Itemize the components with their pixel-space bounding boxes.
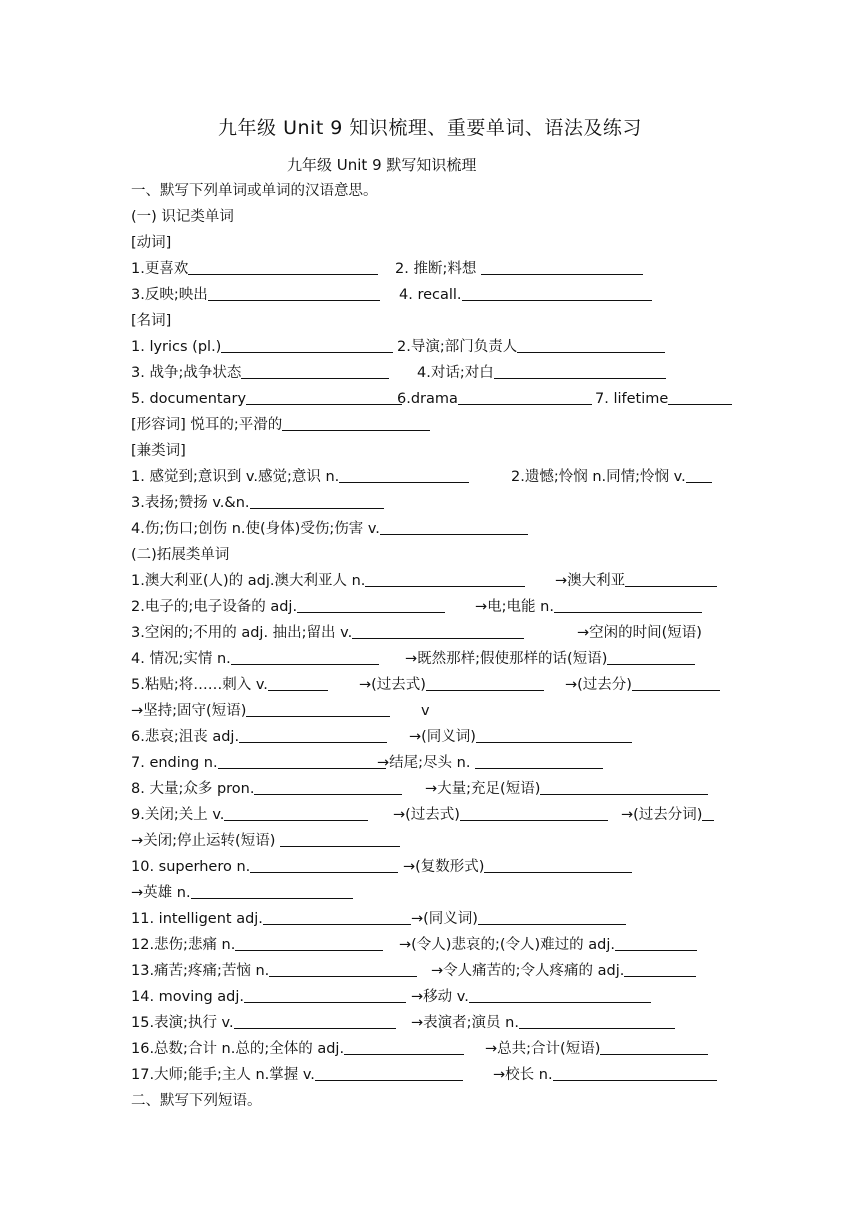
- item-label: →(令人)悲哀的;(令人)难过的 adj.: [399, 937, 615, 953]
- exercise-line: [131, 1088, 731, 1114]
- answer-blank[interactable]: [600, 1036, 708, 1055]
- exercise-line: [131, 776, 731, 802]
- exercise-item: [131, 464, 469, 490]
- answer-blank[interactable]: [297, 594, 445, 613]
- exercise-item: [405, 646, 695, 672]
- item-label: →既然那样;假使那样的话(短语): [405, 651, 608, 667]
- answer-blank[interactable]: [231, 646, 379, 665]
- answer-blank[interactable]: [625, 568, 717, 587]
- exercise-item: [395, 256, 643, 282]
- exercise-item: [131, 724, 387, 750]
- exercise-item: [411, 906, 626, 932]
- exercise-item: [403, 854, 632, 880]
- item-label: 1. 感觉到;意识到 v.感觉;意识 n.: [131, 469, 340, 485]
- item-label: →电;电能 n.: [475, 599, 554, 615]
- answer-blank[interactable]: [235, 932, 383, 951]
- exercise-item: [131, 334, 393, 360]
- exercise-line: [131, 906, 731, 932]
- exercise-item: [131, 256, 378, 282]
- exercise-line: [131, 646, 731, 672]
- exercise-line: [131, 854, 731, 880]
- exercise-line: [131, 750, 731, 776]
- exercise-line: [131, 516, 731, 542]
- item-label: →移动 v.: [411, 989, 469, 1005]
- item-label: →总共;合计(短语): [485, 1041, 601, 1057]
- exercise-line: [131, 256, 731, 282]
- answer-blank[interactable]: [481, 256, 643, 275]
- exercise-line: [131, 880, 731, 906]
- answer-blank[interactable]: [494, 360, 666, 379]
- item-label: 10. superhero n.: [131, 859, 251, 875]
- answer-blank[interactable]: [280, 828, 400, 847]
- exercise-item: [417, 360, 666, 386]
- item-label: →大量;充足(短语): [425, 781, 541, 797]
- item-label: →表演者;演员 n.: [411, 1015, 519, 1031]
- exercise-line: [131, 464, 731, 490]
- item-label: 1.更喜欢: [131, 261, 189, 277]
- answer-blank[interactable]: [519, 1010, 675, 1029]
- exercise-line: [131, 230, 731, 256]
- exercise-line: [131, 542, 731, 568]
- item-label: [动词]: [131, 235, 172, 251]
- answer-blank[interactable]: [668, 386, 732, 405]
- exercise-item: [131, 386, 402, 412]
- answer-blank[interactable]: [365, 568, 525, 587]
- exercise-item: [425, 776, 708, 802]
- item-label: →(同义词): [411, 911, 478, 927]
- item-label: →英雄 n.: [131, 885, 191, 901]
- item-label: (一) 识记类单词: [131, 209, 234, 225]
- item-label: →(过去式): [393, 807, 460, 823]
- exercise-item: [411, 1010, 675, 1036]
- item-label: 7. lifetime: [595, 391, 669, 407]
- exercise-line: [131, 984, 731, 1010]
- item-label: 2.电子的;电子设备的 adj.: [131, 599, 298, 615]
- item-label: 2. 推断;料想: [395, 261, 481, 277]
- exercise-item: [131, 620, 524, 646]
- exercise-item: [131, 776, 402, 802]
- answer-blank[interactable]: [246, 698, 390, 717]
- item-label: 1.澳大利亚(人)的 adj.澳大利亚人 n.: [131, 573, 366, 589]
- exercise-line: [131, 204, 731, 230]
- exercise-item: [411, 984, 651, 1010]
- exercise-line: [131, 412, 731, 438]
- item-label: →坚持;固守(短语): [131, 703, 247, 719]
- item-label: 9.关闭;关上 v.: [131, 807, 225, 823]
- exercise-item: [475, 594, 702, 620]
- item-label: 3.反映;映出: [131, 287, 208, 303]
- answer-blank[interactable]: [263, 906, 411, 925]
- item-label: [兼类词]: [131, 443, 186, 459]
- exercise-line: [131, 308, 731, 334]
- answer-blank[interactable]: [484, 854, 632, 873]
- exercise-item: [565, 672, 720, 698]
- exercise-item: [595, 386, 732, 412]
- exercise-lines: [131, 178, 731, 1114]
- exercise-line: [131, 802, 731, 828]
- exercise-line: [131, 386, 731, 412]
- answer-blank[interactable]: [624, 958, 696, 977]
- exercise-item: [131, 984, 406, 1010]
- item-label: 4.伤;伤口;创伤 n.使(身体)受伤;伤害 v.: [131, 521, 380, 537]
- item-label: 6.悲哀;沮丧 adj.: [131, 729, 240, 745]
- answer-blank[interactable]: [268, 672, 328, 691]
- item-label: 4. recall.: [399, 287, 462, 303]
- exercise-item: [397, 334, 665, 360]
- exercise-line: [131, 1010, 731, 1036]
- exercise-item: [131, 308, 171, 334]
- answer-blank[interactable]: [458, 386, 592, 405]
- item-label: 2.遗憾;怜悯 n.同情;怜悯 v.: [511, 469, 686, 485]
- exercise-item: [399, 282, 652, 308]
- item-label: →(过去分): [565, 677, 632, 693]
- exercise-item: [555, 568, 717, 594]
- exercise-line: [131, 698, 731, 724]
- exercise-item: [131, 880, 353, 906]
- exercise-item: [131, 1088, 262, 1114]
- exercise-item: [131, 958, 417, 984]
- item-label: 3.空闲的;不用的 adj. 抽出;留出 v.: [131, 625, 353, 641]
- answer-blank[interactable]: [282, 412, 430, 431]
- exercise-line: [131, 334, 731, 360]
- answer-blank[interactable]: [352, 620, 524, 639]
- answer-blank[interactable]: [241, 360, 389, 379]
- answer-blank[interactable]: [339, 464, 469, 483]
- answer-blank[interactable]: [476, 724, 632, 743]
- document-subtitle: 九年级 Unit 9 默写知识梳理: [287, 156, 477, 174]
- exercise-item: [131, 282, 380, 308]
- exercise-item: [485, 1036, 708, 1062]
- item-label: 4.对话;对白: [417, 365, 494, 381]
- item-label: 15.表演;执行 v.: [131, 1015, 234, 1031]
- item-label: →(复数形式): [403, 859, 485, 875]
- exercise-line: [131, 568, 731, 594]
- exercise-item: [421, 698, 430, 724]
- exercise-line: [131, 620, 731, 646]
- item-label: →(同义词): [409, 729, 476, 745]
- exercise-item: [131, 516, 528, 542]
- answer-blank[interactable]: [244, 984, 406, 1003]
- item-label: 14. moving adj.: [131, 989, 245, 1005]
- exercise-item: [131, 1010, 396, 1036]
- item-label: 3.表扬;赞扬 v.&n.: [131, 495, 250, 511]
- item-label: →空闲的时间(短语): [577, 625, 702, 641]
- exercise-line: [131, 360, 731, 386]
- exercise-line: [131, 438, 731, 464]
- item-label: (二)拓展类单词: [131, 547, 230, 563]
- answer-blank[interactable]: [188, 256, 378, 275]
- answer-blank[interactable]: [224, 802, 368, 821]
- answer-blank[interactable]: [615, 932, 697, 951]
- exercise-item: [393, 802, 608, 828]
- exercise-item: [431, 958, 696, 984]
- answer-blank[interactable]: [686, 464, 712, 483]
- item-label: [形容词] 悦耳的;平滑的: [131, 417, 283, 433]
- exercise-item: [577, 620, 702, 646]
- item-label: 二、默写下列短语。: [131, 1093, 262, 1109]
- item-label: 一、默写下列单词或单词的汉语意思。: [131, 183, 378, 199]
- item-label: →结尾;尽头 n.: [377, 755, 476, 771]
- item-label: v: [421, 703, 430, 719]
- item-label: →(过去分词): [621, 807, 703, 823]
- exercise-line: [131, 1062, 731, 1088]
- answer-blank[interactable]: [234, 1010, 396, 1029]
- item-label: 4. 情况;实情 n.: [131, 651, 231, 667]
- answer-blank[interactable]: [250, 854, 398, 873]
- exercise-item: [131, 542, 229, 568]
- answer-blank[interactable]: [460, 802, 608, 821]
- item-label: 2.导演;部门负责人: [397, 339, 518, 355]
- item-label: 12.悲伤;悲痛 n.: [131, 937, 236, 953]
- document-title: 九年级 Unit 9 知识梳理、重要单词、语法及练习: [218, 117, 642, 139]
- answer-blank[interactable]: [315, 1062, 463, 1081]
- exercise-line: [131, 1036, 731, 1062]
- answer-blank[interactable]: [632, 672, 720, 691]
- exercise-item: [131, 594, 445, 620]
- exercise-item: [131, 568, 525, 594]
- exercise-item: [131, 178, 378, 204]
- answer-blank[interactable]: [478, 906, 626, 925]
- exercise-item: [621, 802, 714, 828]
- answer-blank[interactable]: [426, 672, 544, 691]
- exercise-item: [409, 724, 632, 750]
- item-label: →令人痛苦的;令人疼痛的 adj.: [431, 963, 625, 979]
- exercise-item: [131, 1036, 464, 1062]
- exercise-item: [493, 1062, 717, 1088]
- item-label: 3. 战争;战争状态: [131, 365, 242, 381]
- exercise-item: [131, 672, 328, 698]
- exercise-item: [131, 802, 368, 828]
- exercise-item: [131, 412, 430, 438]
- answer-blank[interactable]: [246, 386, 402, 405]
- exercise-item: [131, 438, 186, 464]
- item-label: [名词]: [131, 313, 172, 329]
- item-label: 13.痛苦;疼痛;苦恼 n.: [131, 963, 270, 979]
- exercise-item: [131, 204, 234, 230]
- exercise-line: [131, 178, 731, 204]
- answer-blank[interactable]: [469, 984, 651, 1003]
- item-label: →(过去式): [359, 677, 426, 693]
- answer-blank[interactable]: [554, 594, 702, 613]
- item-label: →澳大利亚: [555, 573, 626, 589]
- exercise-line: [131, 932, 731, 958]
- exercise-item: [131, 490, 384, 516]
- exercise-line: [131, 672, 731, 698]
- answer-blank[interactable]: [540, 776, 708, 795]
- item-label: 1. lyrics (pl.): [131, 339, 222, 355]
- exercise-line: [131, 828, 731, 854]
- answer-blank[interactable]: [191, 880, 353, 899]
- answer-blank[interactable]: [607, 646, 695, 665]
- item-label: 6.drama: [397, 391, 458, 407]
- answer-blank[interactable]: [517, 334, 665, 353]
- exercise-item: [131, 646, 379, 672]
- exercise-item: [131, 750, 386, 776]
- answer-blank[interactable]: [702, 802, 714, 821]
- exercise-item: [399, 932, 697, 958]
- exercise-line: [131, 958, 731, 984]
- exercise-line: [131, 490, 731, 516]
- item-label: 17.大师;能手;主人 n.掌握 v.: [131, 1067, 315, 1083]
- item-label: →关闭;停止运转(短语): [131, 833, 280, 849]
- answer-blank[interactable]: [380, 516, 528, 535]
- answer-blank[interactable]: [553, 1062, 717, 1081]
- exercise-line: [131, 724, 731, 750]
- exercise-item: [131, 698, 390, 724]
- item-label: →校长 n.: [493, 1067, 553, 1083]
- answer-blank[interactable]: [218, 750, 386, 769]
- answer-blank[interactable]: [239, 724, 387, 743]
- exercise-item: [131, 932, 383, 958]
- answer-blank[interactable]: [269, 958, 417, 977]
- answer-blank[interactable]: [250, 490, 384, 509]
- exercise-item: [131, 360, 389, 386]
- item-label: 16.总数;合计 n.总的;全体的 adj.: [131, 1041, 345, 1057]
- exercise-item: [131, 854, 398, 880]
- exercise-line: [131, 594, 731, 620]
- exercise-item: [359, 672, 544, 698]
- exercise-item: [397, 386, 592, 412]
- item-label: 8. 大量;众多 pron.: [131, 781, 255, 797]
- item-label: 5.粘贴;将……刺入 v.: [131, 677, 268, 693]
- item-label: 11. intelligent adj.: [131, 911, 263, 927]
- answer-blank[interactable]: [462, 282, 652, 301]
- answer-blank[interactable]: [254, 776, 402, 795]
- answer-blank[interactable]: [221, 334, 393, 353]
- exercise-item: [131, 828, 400, 854]
- exercise-item: [131, 1062, 463, 1088]
- item-label: 7. ending n.: [131, 755, 218, 771]
- exercise-item: [131, 906, 411, 932]
- exercise-line: [131, 282, 731, 308]
- exercise-item: [377, 750, 603, 776]
- answer-blank[interactable]: [344, 1036, 464, 1055]
- answer-blank[interactable]: [475, 750, 603, 769]
- exercise-item: [511, 464, 712, 490]
- item-label: 5. documentary: [131, 391, 247, 407]
- exercise-item: [131, 230, 171, 256]
- answer-blank[interactable]: [208, 282, 380, 301]
